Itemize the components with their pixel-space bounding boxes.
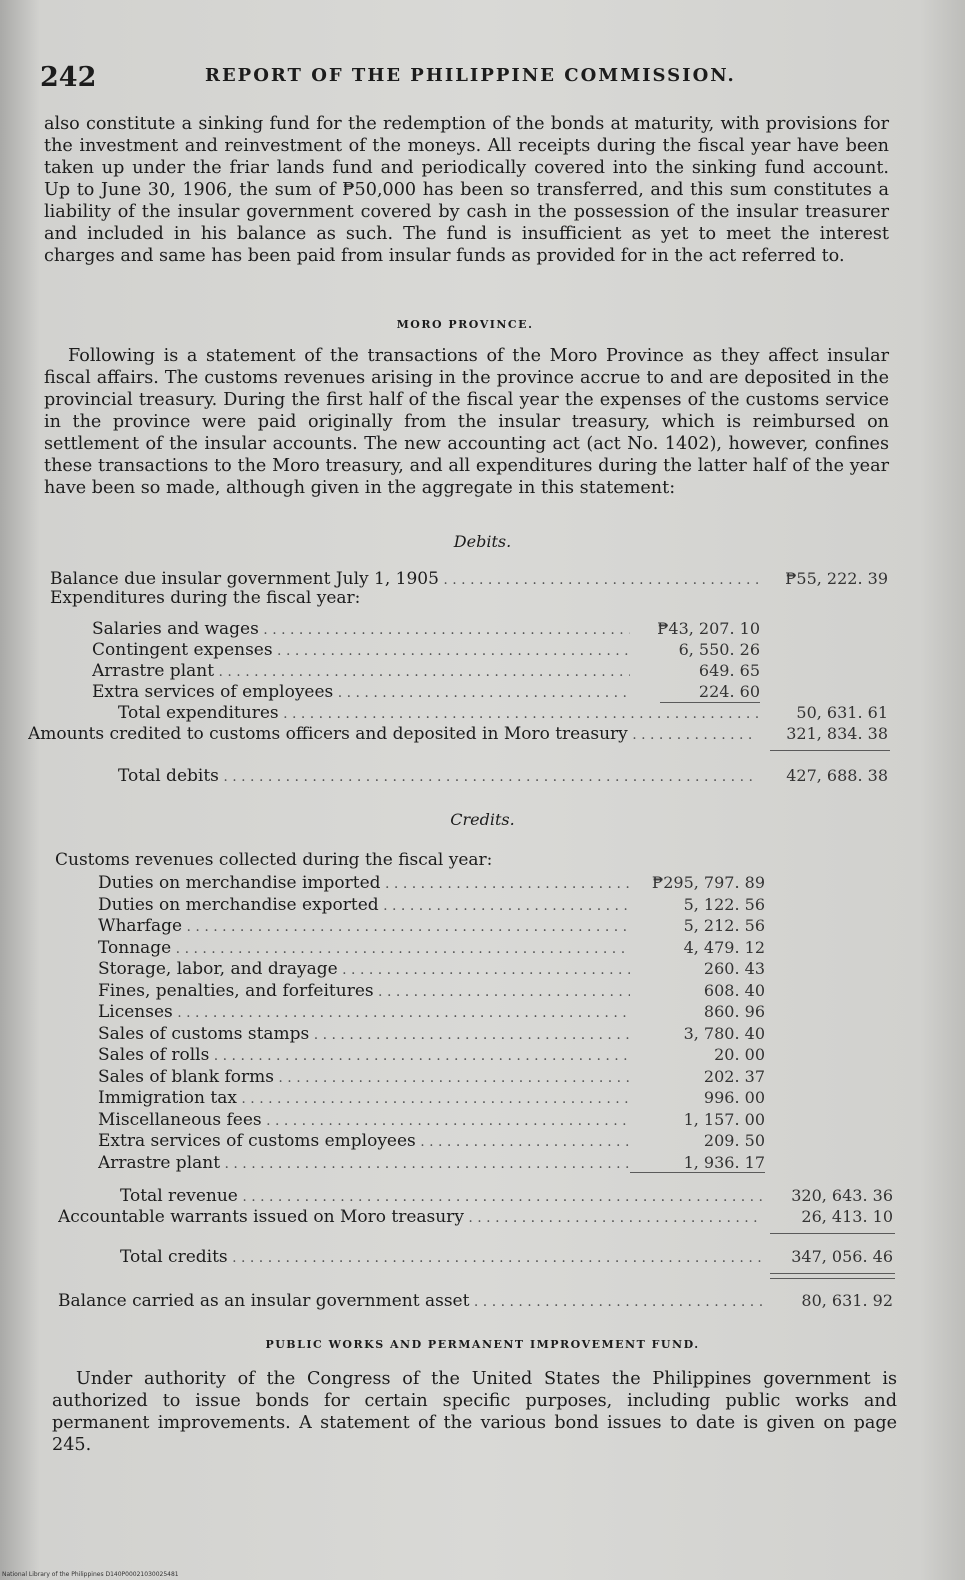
row-amount: 224. 60 <box>698 682 760 701</box>
row-label: Extra services of employees . . . <box>92 682 630 704</box>
credit-item-row <box>98 1044 765 1065</box>
total-expenditures-row <box>118 702 888 723</box>
row-amount: 608. 40 <box>703 980 765 1000</box>
expenditure-row <box>92 681 760 702</box>
credit-item-row <box>98 872 765 893</box>
debits-heading: Debits. <box>453 532 512 551</box>
row-amount: ₱43, 207. 10 <box>657 619 760 638</box>
public-works-paragraph: Under authority of the Congress of the United States the Philippines government is authorized to issue bonds for certain specific purposes, including public works and permanent improvements. A statement of the various bond issues to date is given on page 245. <box>52 1369 897 1455</box>
expenditure-row <box>92 660 760 681</box>
row-amount: 649. 65 <box>698 661 760 680</box>
revenues-heading: Customs revenues collected during the fiscal year: <box>55 850 493 870</box>
credit-item-row <box>98 1109 765 1130</box>
credits-heading: Credits. <box>450 810 515 829</box>
row-label: Total credits . . . <box>120 1247 763 1269</box>
credit-item-row <box>98 894 765 915</box>
row-label: Tonnage . . . <box>98 938 630 960</box>
row-amount: 320, 643. 36 <box>791 1186 893 1205</box>
row-amount: 5, 122. 56 <box>683 894 765 914</box>
row-amount: 3, 780. 40 <box>683 1023 765 1043</box>
row-label: Total debits . . . <box>118 766 758 788</box>
row-label: Arrastre plant . . . <box>98 1153 630 1175</box>
total-rule <box>770 750 890 751</box>
row-amount: 4, 479. 12 <box>683 937 765 957</box>
credit-item-row <box>98 1001 765 1022</box>
row-label: Amounts credited to customs officers and deposited in Moro treasury . . . <box>28 724 758 746</box>
credit-item-row <box>98 1087 765 1108</box>
row-amount: 996. 00 <box>703 1088 765 1107</box>
row-amount: 50, 631. 61 <box>796 703 888 722</box>
row-label: Wharfage . . . <box>98 916 630 938</box>
row-label: Extra services of customs employees . . . <box>98 1131 630 1153</box>
row-amount: 321, 834. 38 <box>786 724 888 743</box>
row-amount: 260. 43 <box>703 959 765 978</box>
row-amount: 26, 413. 10 <box>801 1207 893 1226</box>
total-rule <box>770 1233 895 1234</box>
row-amount: 347, 056. 46 <box>791 1247 893 1266</box>
double-rule-bottom <box>770 1278 895 1279</box>
row-amount: 1, 157. 00 <box>683 1109 765 1129</box>
credit-item-row <box>98 980 765 1001</box>
moro-paragraph: Following is a statement of the transactions of the Moro Province as they affect insular fiscal affairs. The customs revenues arising in the province accrue to and are deposited in the provincial treasury. During the first half of the fiscal year the expenses of the customs service in the province were paid originally from the insular treasury, which is reimbursed on settlement of the insular accounts. The new accounting act (act No. 1402), however, confines these transactions to the Moro treasury, and all expenditures during the latter half of the year have been so made, although given in the aggregate in this statement: <box>44 346 889 498</box>
row-amount: ₱295, 797. 89 <box>651 873 765 892</box>
credit-item-row <box>98 915 765 936</box>
row-label: Balance due insular government July 1, 1905 . . . <box>50 569 758 591</box>
row-label: Licenses . . . <box>98 1002 630 1024</box>
credit-item-row <box>98 1023 765 1044</box>
row-amount: 209. 50 <box>703 1131 765 1150</box>
row-label: Sales of rolls . . . <box>98 1045 630 1067</box>
running-title: REPORT OF THE PHILIPPINE COMMISSION. <box>205 65 736 86</box>
credit-item-row <box>98 1152 765 1173</box>
moro-heading: MORO PROVINCE. <box>396 318 534 331</box>
row-amount: 427, 688. 38 <box>786 766 888 785</box>
intro-paragraph: also constitute a sinking fund for the redemption of the bonds at maturity, with provisions for the investment and reinvestment of the moneys. All receipts during the fiscal year have been taken up under the friar lands fund and periodically covered into the sinking fund account. Up to June 30, 1906, the sum of ₱50,000 has been so transferred, and this sum constitutes a liability of the insular government covered by cash in the possession of the insular treasurer and included in his balance as such. The fund is insufficient as yet to meet the interest charges and same has been paid from insular funds as provided for in the act referred to. <box>44 114 889 266</box>
row-label: Immigration tax . . . <box>98 1088 630 1110</box>
row-amount: 20. 00 <box>714 1045 765 1064</box>
row-label: Salaries and wages . . . <box>92 619 630 641</box>
credit-item-row <box>98 958 765 979</box>
row-label: Accountable warrants issued on Moro treasury . . . <box>58 1207 763 1229</box>
row-amount: 202. 37 <box>703 1066 765 1086</box>
row-label: Contingent expenses . . . <box>92 640 630 662</box>
row-label: Sales of customs stamps . . . <box>98 1024 630 1046</box>
row-amount: 860. 96 <box>703 1002 765 1021</box>
row-label: Duties on merchandise imported . . . <box>98 873 630 895</box>
expenditure-row <box>92 639 760 660</box>
balance-due-row <box>50 568 888 589</box>
balance-carried-row <box>58 1290 893 1311</box>
row-label: Storage, labor, and drayage . . . <box>98 959 630 981</box>
expenditures-heading: Expenditures during the fiscal year: <box>50 588 361 608</box>
credit-item-row <box>98 1066 765 1087</box>
row-label: Sales of blank forms . . . <box>98 1067 630 1089</box>
total-revenue-row <box>120 1185 893 1206</box>
row-amount: 80, 631. 92 <box>801 1291 893 1310</box>
row-label: Arrastre plant . . . <box>92 661 630 683</box>
credited-row <box>28 723 888 744</box>
row-amount: 1, 936. 17 <box>683 1152 765 1172</box>
row-label: Miscellaneous fees . . . <box>98 1110 630 1132</box>
page-header <box>40 62 930 102</box>
public-works-heading: PUBLIC WORKS AND PERMANENT IMPROVEMENT FUND. <box>265 1338 700 1351</box>
row-label: Total expenditures . . . <box>118 703 758 725</box>
subtotal-rule <box>630 1172 765 1173</box>
warrants-row <box>58 1206 893 1227</box>
total-credits-row <box>120 1246 893 1267</box>
credit-item-row <box>98 1130 765 1151</box>
double-rule-top <box>770 1273 895 1274</box>
row-label: Fines, penalties, and forfeitures . . . <box>98 981 630 1003</box>
row-label: Total revenue . . . <box>120 1186 763 1208</box>
page-number: 242 <box>40 62 97 93</box>
row-label: Duties on merchandise exported . . . <box>98 895 630 917</box>
row-amount: ₱55, 222. 39 <box>785 569 888 588</box>
footer-credit: National Library of the Philippines D140P00021030025481 <box>2 1571 179 1578</box>
total-debits-row <box>118 765 888 786</box>
credit-item-row <box>98 937 765 958</box>
expenditure-row <box>92 618 760 639</box>
row-label: Balance carried as an insular government asset . . . <box>58 1291 763 1313</box>
row-amount: 6, 550. 26 <box>678 640 760 659</box>
row-amount: 5, 212. 56 <box>683 916 765 935</box>
